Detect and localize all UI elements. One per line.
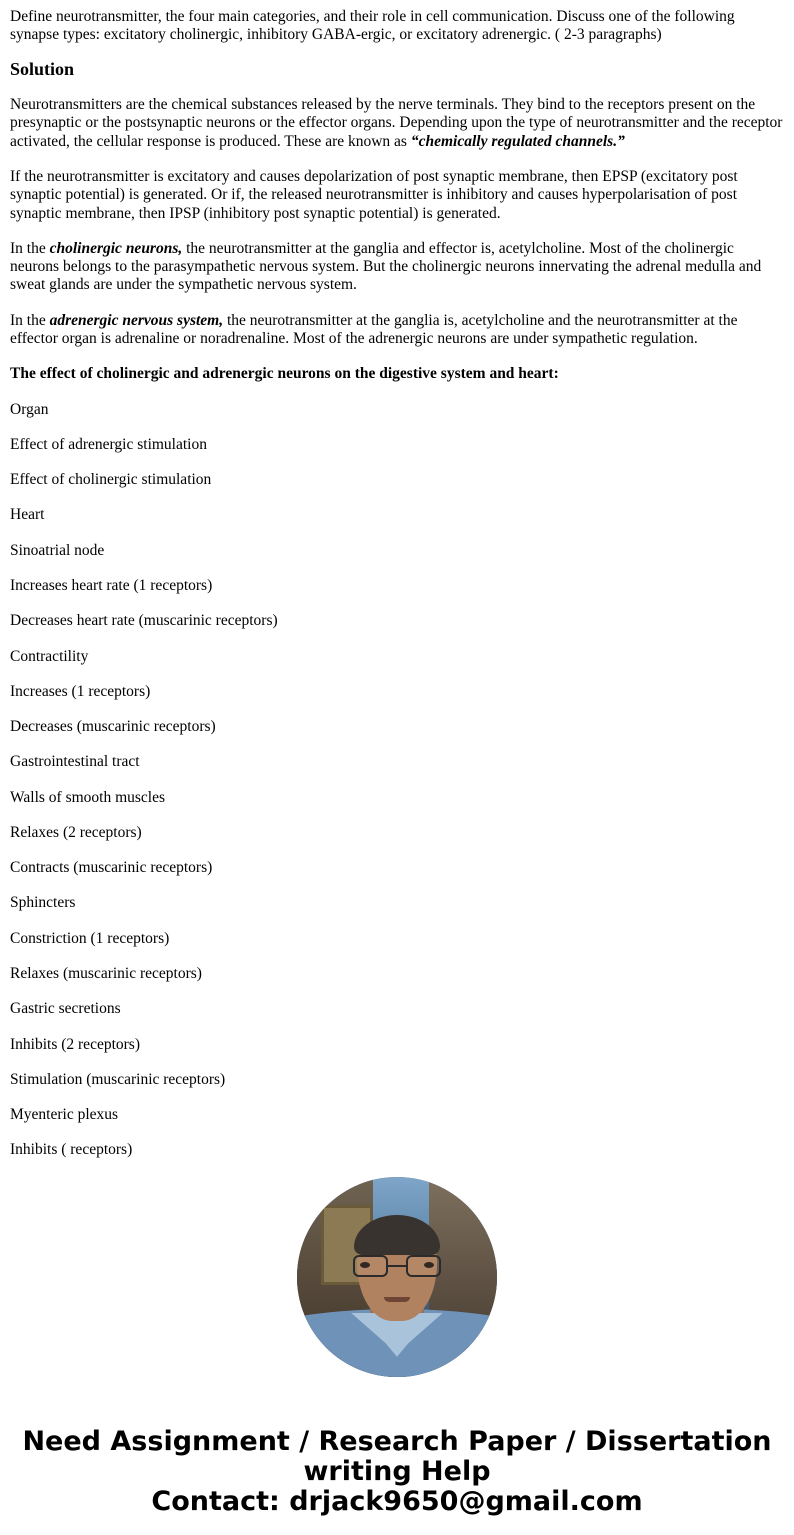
paragraph-1-text-before: Neurotransmitters are the chemical substances released by the nerve terminals. They bind to the receptors present on the presynaptic or the postsynaptic neurons or the effector organs. Depending upon the type of neurotransmitter and the receptor activated, the cellular response is produced. These are known as <box>10 96 783 150</box>
table-lines <box>10 401 784 1160</box>
paragraph-4-text-after: the neurotransmitter at the ganglia is, acetylcholine and the neurotransmitter at the effector organ is adrenaline or noradrenaline. Most of the adrenergic neurons are under sympathetic regulation. <box>10 311 738 347</box>
table-line: Contractility <box>10 647 89 665</box>
paragraph-3-emphasis: cholinergic neurons, <box>49 239 183 257</box>
table-line: Increases (1 receptors) <box>10 682 151 700</box>
paragraph-3-text-after: the neurotransmitter at the ganglia and effector is, acetylcholine. Most of the cholinergic neurons belongs to the parasympathetic nervous system. But the cholinergic neurons innervating the adrenal medulla and sweat glands are under the sympathetic nervous system. <box>10 239 762 294</box>
paragraph-4 <box>10 312 784 349</box>
paragraph-2 <box>10 168 784 223</box>
table-line: Sphincters <box>10 894 76 912</box>
cta-block <box>0 1427 794 1535</box>
paragraph-1 <box>10 96 784 151</box>
avatar-glasses-bridge <box>388 1265 406 1267</box>
table-title: The effect of cholinergic and adrenergic neurons on the digestive system and heart: <box>10 365 559 383</box>
paragraph-1-emphasis: “chemically regulated channels.” <box>410 132 625 150</box>
avatar-lens-right <box>406 1255 441 1277</box>
table-line: Walls of smooth muscles <box>10 788 166 806</box>
table-line: Heart <box>10 506 45 524</box>
table-line: Effect of adrenergic stimulation <box>10 435 207 453</box>
table-line: Stimulation (muscarinic receptors) <box>10 1070 226 1088</box>
table-line: Relaxes (muscarinic receptors) <box>10 965 202 983</box>
avatar-mouth <box>384 1297 410 1302</box>
glasses-icon <box>353 1255 441 1277</box>
paragraph-4-emphasis: adrenergic nervous system, <box>49 311 224 329</box>
table-line: Decreases heart rate (muscarinic receptors) <box>10 612 278 630</box>
table-line: Constriction (1 receptors) <box>10 929 170 947</box>
table-line: Gastrointestinal tract <box>10 753 140 771</box>
assignment-prompt: Define neurotransmitter, the four main categories, and their role in cell communication. Discuss one of the following synapse types: excitatory cholinergic, inhibitory GABA-ergic, or excitatory adrenergic. ( 2-3 paragraphs) <box>10 8 735 44</box>
avatar <box>297 1177 497 1377</box>
table-line: Sinoatrial node <box>10 541 105 559</box>
table-line: Gastric secretions <box>10 1000 121 1018</box>
table-line: Contracts (muscarinic receptors) <box>10 859 213 877</box>
profile-photo-block <box>0 1177 794 1377</box>
table-line: Myenteric plexus <box>10 1106 119 1124</box>
paragraph-3-text-before: In the <box>10 239 50 257</box>
table-line: Relaxes (2 receptors) <box>10 823 142 841</box>
cta-contact[interactable]: Contact: drjack9650@gmail.com <box>151 1486 643 1518</box>
avatar-lens-left <box>353 1255 388 1277</box>
table-line: Decreases (muscarinic receptors) <box>10 718 216 736</box>
table-line: Increases heart rate (1 receptors) <box>10 576 213 594</box>
solution-heading: Solution <box>10 58 75 79</box>
paragraph-4-text-before: In the <box>10 311 50 329</box>
paragraph-2-text-before: If the neurotransmitter is excitatory and causes depolarization of post synaptic membrane, then EPSP (excitatory post synaptic potential) is generated. Or if, the released neurotransmitter is inhibitory and causes hyperpolarisation of post synaptic membrane, then IPSP (inhibitory post synaptic potential) is generated. <box>10 168 738 222</box>
paragraph-3 <box>10 240 784 295</box>
table-line-truncated: Inhibits ( receptors) <box>10 1141 133 1159</box>
table-line: Inhibits (2 receptors) <box>10 1035 140 1053</box>
table-line: Organ <box>10 400 49 418</box>
table-line: Effect of cholinergic stimulation <box>10 471 212 489</box>
cta-headline: Need Assignment / Research Paper / Dissertation writing Help <box>22 1425 772 1487</box>
